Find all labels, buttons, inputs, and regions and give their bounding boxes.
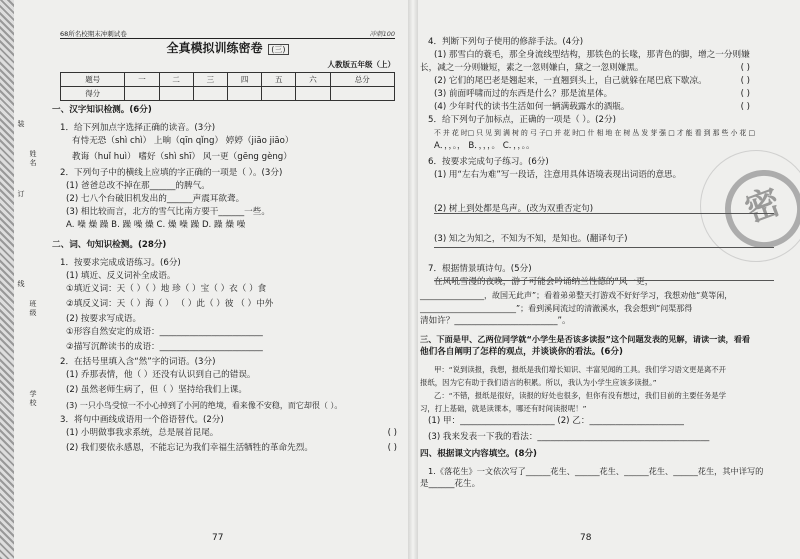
question-line: 2．下列句子中的横线上应填的字正确的一项是（ ）。(3分)	[60, 168, 283, 178]
question-line: 7．根据情景填诗句。(5分)	[428, 264, 532, 274]
question-line: ________________________”；看到溪间流过的清澈溪水，我会想到“问渠那得	[420, 304, 693, 313]
table-cell: 得分	[61, 87, 125, 101]
question-line: (3) 相比较而言，北方的雪气比南方要干______一些。	[66, 207, 270, 217]
question-line: 3．将句中画线成语用一个俗语替代。(2分)	[60, 415, 224, 425]
question-line	[420, 88, 790, 101]
question-line: ________________，故国无此声”；看着弟弟整天打游戏不好好学习，我想劝他“莫等闲，	[420, 291, 733, 300]
question-line: ①填近义词：天（ ）（ ）地 珍（ ）宝（ ）衣（ ）食	[66, 284, 267, 294]
question-line: (1) 那雪白的蓑毛，那全身流线型结构，那铁色的长喙，那青色的脚，增之一分则嫌	[434, 50, 750, 60]
question-line: ①形容自然安定的成语：________________________	[66, 327, 263, 337]
question-line: 在风吼雪漫的夜晚，游子可能会吟诵纳兰性德的“风一更，	[434, 277, 654, 287]
passage-line: 甲：“说到读报，我想，报纸是我们增长知识、丰富见闻的工具。我们学习语文更是离不开	[434, 365, 727, 374]
table-cell: 五	[262, 73, 296, 87]
question-line: ②填反义词：天（ ）海（ ） （ ）此（ ）彼 （ ）中外	[66, 299, 274, 309]
answer-paren[interactable]: ( )	[740, 102, 750, 112]
section-heading: 一、汉字知识检测。(6分)	[52, 105, 152, 115]
page-header	[60, 28, 395, 39]
question-text: (1) 小明做事我求系统，总是展首昆尾。	[66, 428, 219, 438]
brand-logo: 冲刺100	[369, 30, 395, 38]
answer-paren[interactable]: ( )	[740, 63, 750, 73]
question-text: (2) 它们的尾巴老是翘起来，一直翘到头上，自己就躲在尾巴底下歇凉。	[434, 76, 707, 86]
question-line: (1) 乔那表情，他（ ）还没有认识到自己的错误。	[66, 370, 256, 380]
question-line: (2) 按要求写成语。	[66, 314, 142, 324]
page-number: 78	[580, 533, 592, 543]
passage-line: 乙：“不错，报纸是很好，读报的好处也很多，但你有没有想过，我们目前的主要任务是学	[434, 391, 727, 400]
writing-line[interactable]	[434, 280, 774, 281]
margin-label-class: 班级	[29, 300, 37, 317]
margin-label-name: 姓名	[29, 150, 37, 167]
page-number: 77	[212, 533, 224, 543]
question-line: (1) 爸爸总改不掉在那______的脾气。	[66, 181, 210, 191]
exam-title-tag: (三)	[268, 44, 288, 55]
writing-line[interactable]	[434, 213, 774, 214]
passage-line: 报纸，因为它有助于我们语言的积累。所以，我认为小学生应该多读报。”	[420, 378, 657, 387]
series-name: 68所名校期末冲刺试卷	[60, 30, 127, 38]
table-cell: 四	[227, 73, 261, 87]
table-cell: 六	[296, 73, 330, 87]
margin-label: 订	[17, 190, 25, 198]
book-gutter	[408, 0, 418, 559]
answer-paren[interactable]: ( )	[387, 428, 397, 438]
question-line: 2．在括号里填入含“然”字的词语。(3分)	[60, 357, 216, 367]
score-table-row	[61, 87, 395, 101]
question-line: (3) 一只小鸟受惊一不小心掉到了小河的绝境，看来像不安稳，而它却很（ ）。	[66, 401, 343, 410]
edition-label: 人教版五年级（上）	[327, 60, 395, 69]
section-heading: 二、词、句知识检测。(28分)	[52, 240, 167, 250]
right-page	[420, 0, 790, 559]
table-cell: 二	[159, 73, 193, 87]
table-cell: 题号	[61, 73, 125, 87]
question-line	[420, 62, 790, 75]
writing-line[interactable]	[434, 247, 774, 248]
answer-paren[interactable]: ( )	[740, 76, 750, 86]
question-line: (2) 七八个台破旧机发出的______声震耳欲聋。	[66, 194, 245, 204]
score-input[interactable]	[125, 87, 159, 101]
score-input[interactable]	[227, 87, 261, 101]
title-row	[60, 42, 395, 58]
left-content	[52, 104, 407, 455]
question-line	[52, 427, 407, 442]
question-text: (3) 前面呼啸而过的东西是什么？那是流星体。	[434, 89, 613, 99]
answer-options: A. 噪 燥 躁 B. 躁 噪 燥 C. 燥 噪 躁 D. 躁 燥 噪	[66, 220, 246, 230]
question-text: 长，减之一分则嫌短，素之一忽则嫌白，黛之一忽则嫌黑。	[420, 63, 644, 73]
answer-paren[interactable]: ( )	[740, 89, 750, 99]
question-line: 教诲（huǐ huì） 嗜好（shì shī） 风一更（gēng gèng）	[72, 152, 292, 162]
question-line: (2) 虽然老师生病了，但（ ）坚持给我们上课。	[66, 385, 247, 395]
passage-line: 习，打上基础，就是读课本，哪还有时间读报呢！”	[420, 404, 587, 413]
question-text: (4) 少年时代的读书生活如何一辆满载露水的酒瓶。	[434, 102, 630, 112]
question-line	[52, 442, 407, 455]
score-input[interactable]	[296, 87, 330, 101]
question-line: ②描写沉醉读书的成语：________________________	[66, 342, 263, 352]
section-heading: 三、下面是甲、乙两位同学就“小学生是否该多读报”这个问题发表的见解，请读一读，看看	[420, 334, 751, 344]
score-input[interactable]	[193, 87, 227, 101]
question-line: (1) 用“左右为难”写一段话，注意用具体语境表现出词语的意思。	[434, 170, 682, 180]
table-cell: 三	[193, 73, 227, 87]
question-line: 1.《落花生》一文依次写了______花生、______花生、______花生、______花生，其中详写的	[428, 466, 764, 476]
table-cell: 总分	[330, 73, 394, 87]
question-line: 5．给下列句子加标点，正确的一项是（ ）。(2分)	[428, 115, 616, 125]
section-heading: 四、根据课文内容填空。(8分)	[420, 449, 537, 459]
score-input[interactable]	[330, 87, 394, 101]
score-table-header	[61, 73, 395, 87]
question-line: 不 并 花 时□ 只 见 到 满 树 的 弓 子□ 并 花 时□ 什 相 地 在 树 丛 发 芽 强 □ 才 能 看 到 那 些 小 花 □	[434, 129, 755, 137]
answer-line[interactable]: (1) 甲：______________________ (2) 乙：______________________	[428, 416, 684, 426]
answer-paren[interactable]: ( )	[387, 443, 397, 453]
question-line: 1．按要求完成成语练习。(6分)	[60, 258, 181, 268]
left-page	[52, 0, 407, 559]
question-line	[420, 75, 790, 88]
question-line: (2) 树上到处都是鸟声。(改为双重否定句)	[434, 204, 594, 214]
margin-label: 线	[17, 280, 25, 288]
right-content	[420, 36, 790, 491]
question-line: 1．给下列加点字选择正确的读音。(3分)	[60, 123, 216, 133]
question-text: (2) 我们要依永感恩，不能忘记为我们幸福生活牺牲的革命先烈。	[66, 443, 313, 453]
question-line: 6．按要求完成句子练习。(6分)	[428, 157, 549, 167]
score-input[interactable]	[159, 87, 193, 101]
secret-seal-stamp: 密	[714, 159, 800, 259]
question-line: 4．判断下列句子使用的修辞手法。(4分)	[428, 37, 584, 47]
question-line	[420, 101, 790, 114]
margin-label-school: 学校	[29, 390, 37, 407]
table-cell: 一	[125, 73, 159, 87]
question-line: 清如许？________________________”。	[420, 316, 571, 326]
score-table	[60, 72, 395, 101]
score-input[interactable]	[262, 87, 296, 101]
question-line: 是______花生。	[420, 479, 481, 489]
answer-line[interactable]: (3) 我来发表一下我的看法：________________________________________	[428, 432, 710, 442]
exam-title: 全真模拟训练密卷	[166, 41, 263, 55]
question-line: 有恃无恐（shì chì） 上晌（qīn qǐng） 婷婷（jiāo jiāo）	[72, 136, 294, 146]
question-line: (3) 知之为知之，不知为不知，是知也。(翻译句子)	[434, 234, 628, 244]
answer-options: A．，，。， B．，，，。 C．，，。。	[434, 141, 535, 151]
margin-label: 装	[17, 120, 25, 128]
binding-margin	[14, 0, 48, 559]
section-heading: 他们各自阐明了怎样的观点，并谈谈你的看法。(6分)	[420, 347, 623, 357]
binding-edge	[0, 0, 14, 559]
question-line: (1) 填近、反义词补全成语。	[66, 271, 176, 281]
